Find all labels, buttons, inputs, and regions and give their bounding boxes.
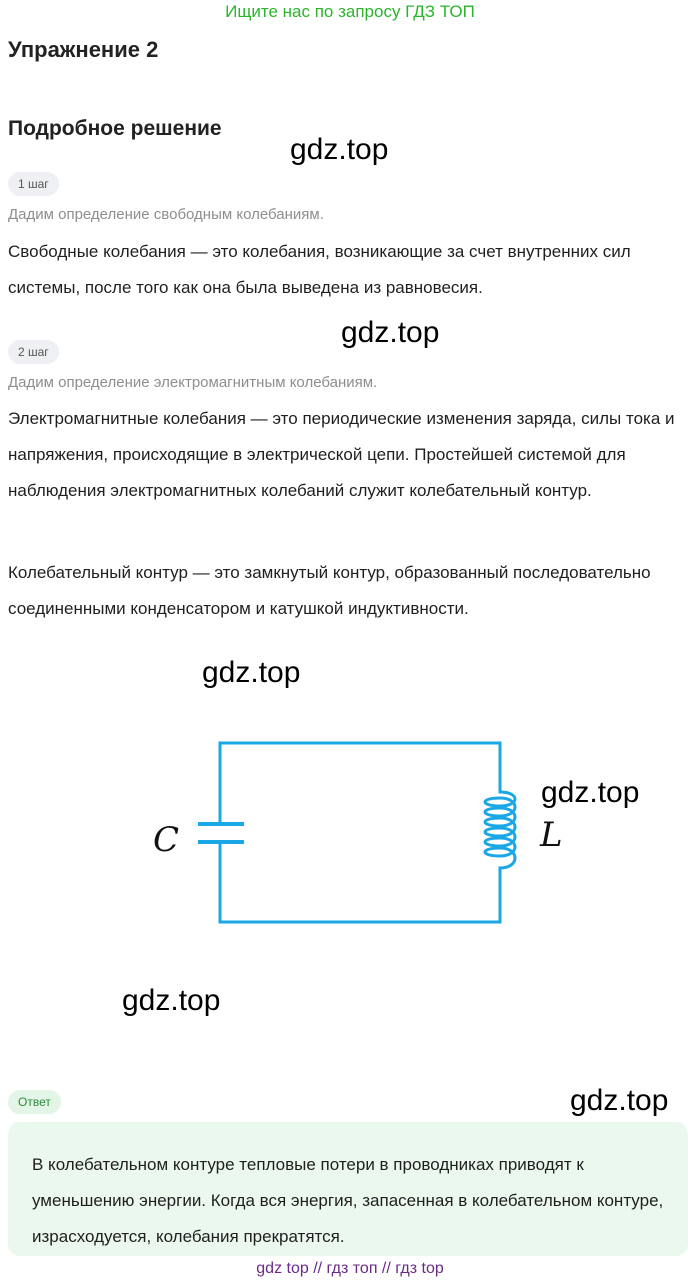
- watermark: gdz.top: [341, 316, 440, 349]
- watermark: gdz.top: [290, 133, 389, 166]
- inductor-coil: [485, 792, 515, 868]
- step-1-note: Дадим определение свободным колебаниям.: [8, 206, 324, 223]
- step-1-badge: 1 шаг: [8, 172, 59, 196]
- lc-circuit-diagram: [140, 730, 540, 940]
- exercise-title: Упражнение 2: [8, 37, 159, 62]
- inductor-label: L: [540, 815, 563, 855]
- solution-title: Подробное решение: [8, 117, 222, 140]
- watermark: gdz.top: [202, 656, 301, 689]
- capacitor-label: C: [153, 820, 180, 860]
- footer-links[interactable]: gdz top // гдз топ // гдз top: [256, 1260, 444, 1277]
- search-banner[interactable]: Ищите нас по запросу ГДЗ ТОП: [225, 2, 475, 21]
- watermark: gdz.top: [122, 984, 221, 1017]
- watermark: gdz.top: [570, 1084, 669, 1117]
- step-2-text: Электромагнитные колебания — это периодические изменения заряда, силы тока и напряжения, происходящие в электрической цепи. Простейшей системой для наблюдения электромагнитных колебаний служит колебательный контур.: [8, 409, 675, 500]
- answer-badge: Ответ: [8, 1090, 61, 1114]
- step-2-badge: 2 шаг: [8, 340, 59, 364]
- step-2-note: Дадим определение электромагнитным колебаниям.: [8, 374, 378, 391]
- watermark: gdz.top: [541, 776, 640, 809]
- answer-text: В колебательном контуре тепловые потери в проводниках приводят к уменьшению энергии. Когда вся энергия, запасенная в колебательном контуре, израсходуется, колебания прекратятся.: [32, 1155, 664, 1246]
- step-2-text-2: Колебательный контур — это замкнутый контур, образованный последовательно соединенными конденсатором и катушкой индуктивности.: [8, 563, 651, 618]
- step-1-text: Свободные колебания — это колебания, возникающие за счет внутренних сил системы, после того как она была выведена из равновесия.: [8, 242, 631, 297]
